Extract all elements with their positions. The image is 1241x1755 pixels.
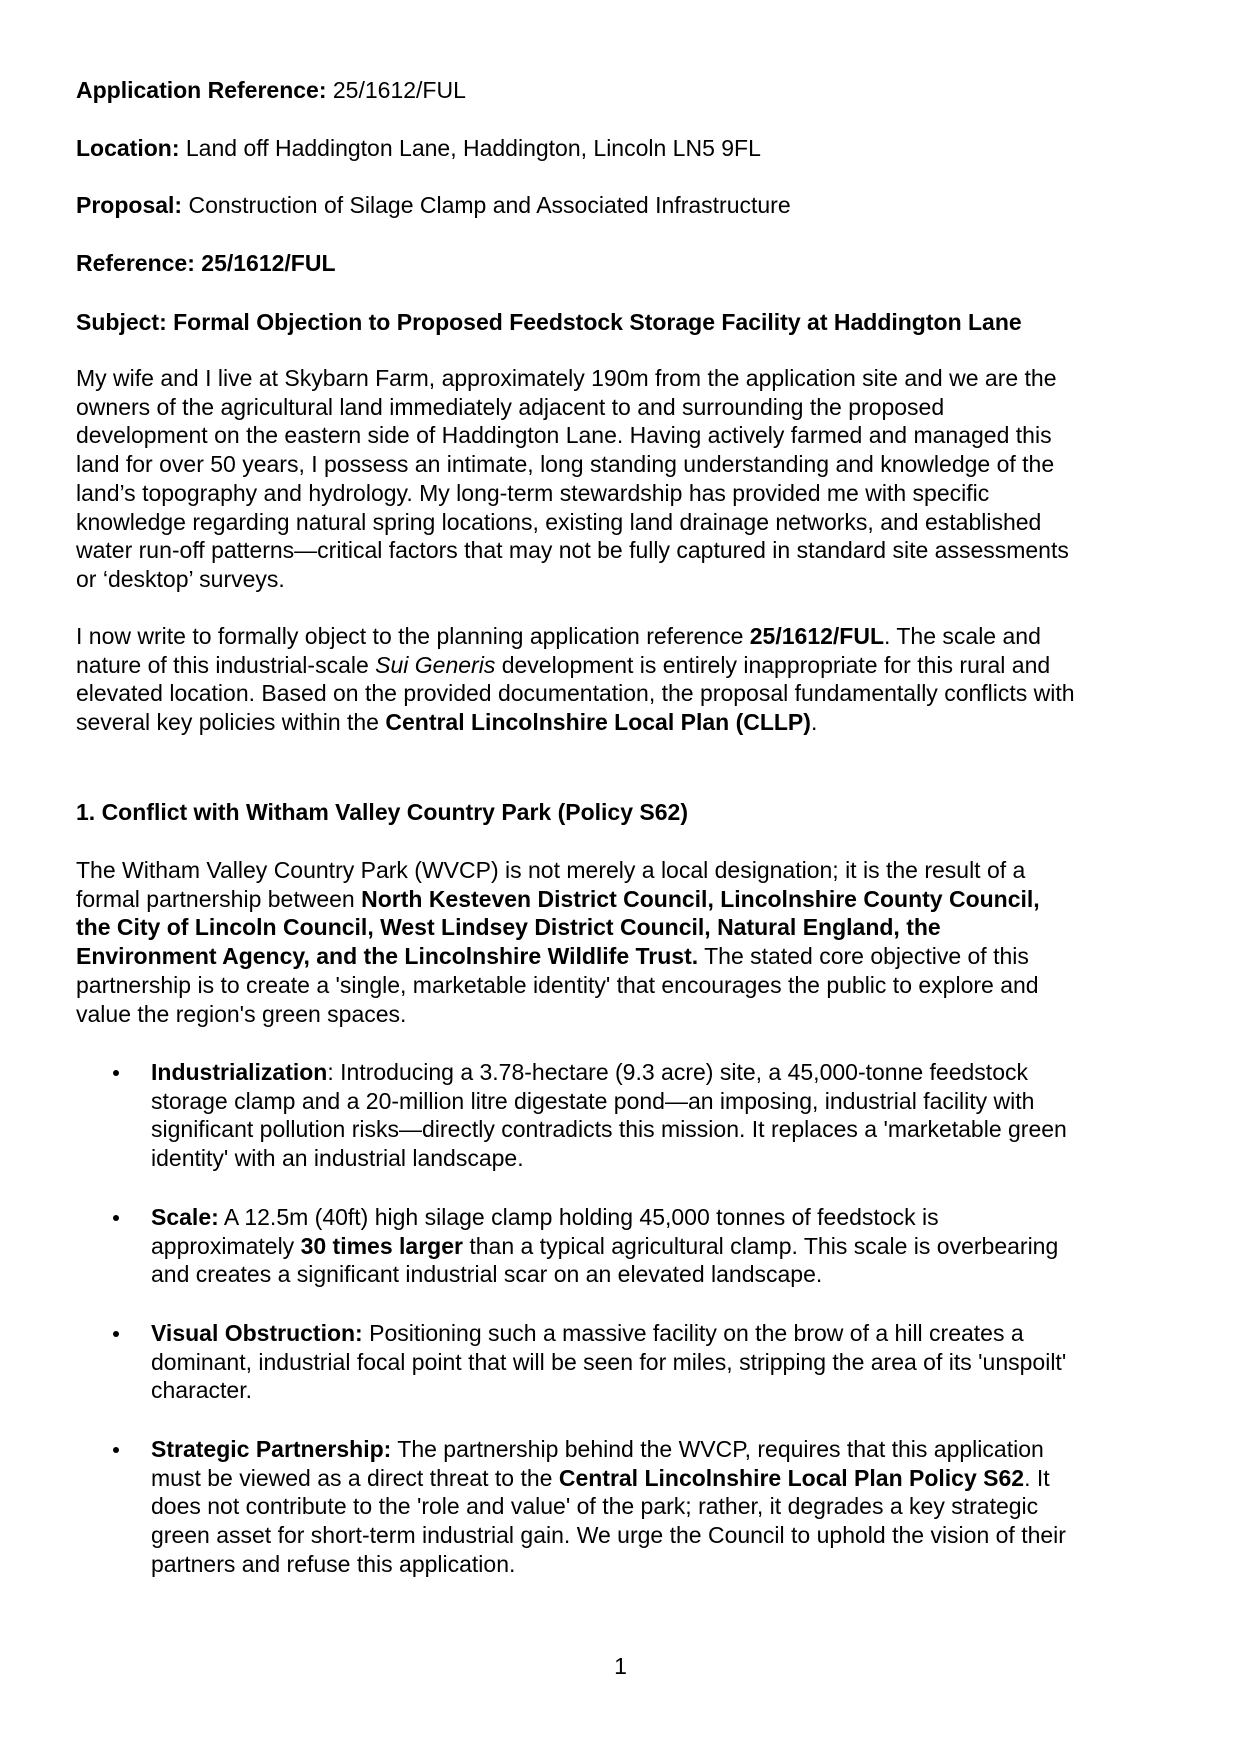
bullet-title: Strategic Partnership: (151, 1436, 392, 1462)
subject (76, 308, 1022, 337)
bullet-title: Scale: (151, 1204, 219, 1230)
text: The partnership behind the WVCP, requires that this application (391, 1436, 1044, 1462)
bullet-line: and creates a significant industrial scar on an elevated landscape. (151, 1261, 823, 1288)
application-ref-bold: 25/1612/FUL (749, 623, 885, 649)
location-value: Land off Haddington Lane, Haddington, Lincoln LN5 9FL (179, 135, 761, 161)
bullet-line: identity' with an industrial landscape. (151, 1145, 524, 1172)
bullet-body (151, 1203, 1151, 1289)
intro-line: My wife and I live at Skybarn Farm, approximately 190m from the application site and we are the (76, 365, 1057, 391)
bullet-line (151, 1464, 1151, 1493)
intro-line: knowledge regarding natural spring locations, existing land drainage networks, and established (76, 508, 1042, 535)
bullet-body (151, 1058, 1151, 1173)
wvcp-line (76, 942, 1166, 971)
intro-line: land for over 50 years, I possess an intimate, long standing understanding and knowledge of the (76, 451, 1055, 478)
text: : Introducing a 3.78-hectare (9.3 acre) site, a 45,000-tonne feedstock (327, 1059, 1028, 1085)
bullet-line: green asset for short-term industrial gain. We urge the Council to uphold the vision of their (151, 1522, 1066, 1549)
text: A 12.5m (40ft) high silage clamp holding 45,000 tonnes of feedstock is (218, 1204, 939, 1230)
text: than a typical agricultural clamp. This scale is overbearing (462, 1232, 1059, 1259)
location (76, 134, 761, 163)
wvcp-line: value the region's green spaces. (76, 1000, 407, 1027)
text: nature of this industrial-scale (76, 651, 376, 678)
text: . It (1024, 1464, 1050, 1491)
intro-line: owners of the agricultural land immediately adjacent to and surrounding the proposed (76, 393, 945, 420)
proposal-label: Proposal: (76, 192, 183, 218)
wvcp-line (76, 885, 1166, 914)
bullet-line: significant pollution risks—directly contradicts this mission. It replaces a 'marketable green (151, 1116, 1067, 1143)
bullet-title: Industrialization (151, 1059, 328, 1085)
location-label: Location: (76, 135, 180, 161)
bullet-line: dominant, industrial focal point that will be seen for miles, stripping the area of its 'unspoilt' (151, 1348, 1067, 1375)
bullet-title: Visual Obstruction: (151, 1320, 363, 1346)
section-heading-text: 1. Conflict with Witham Valley Country Park (Policy S62) (76, 799, 688, 825)
text: The stated core objective of this (698, 943, 1029, 970)
bullet-line (151, 1203, 1151, 1232)
wvcp-paragraph (76, 856, 1166, 1028)
wvcp-line: partnership is to create a 'single, marketable identity' that encourages the public to explore and (76, 971, 1039, 998)
proposal (76, 191, 791, 220)
application-reference-value: 25/1612/FUL (326, 77, 466, 103)
partners-bold: Environment Agency, and the Lincolnshire Wildlife Trust. (76, 943, 699, 970)
intro-line: development on the eastern side of Haddington Lane. Having actively farmed and managed this (76, 422, 1052, 449)
bullet-line: partners and refuse this application. (151, 1550, 516, 1577)
text: . (810, 709, 818, 736)
application-reference-label: Application Reference: (76, 77, 327, 103)
bullet-line (151, 1435, 1151, 1464)
subject-label: Subject: Formal Objection to Proposed Feedstock Storage Facility at Haddington Lane (76, 309, 1022, 335)
objection-line (76, 651, 1166, 680)
reference (76, 249, 336, 278)
text: I now write to formally object to the planning application reference (76, 623, 750, 649)
bullet-body (151, 1435, 1151, 1579)
text: several key policies within the (76, 709, 386, 736)
intro-line: or ‘desktop’ surveys. (76, 565, 285, 592)
bullet-line: character. (151, 1377, 252, 1404)
bullet-line: storage clamp and a 20-million litre digestate pond—an imposing, industrial facility with (151, 1087, 1035, 1114)
text: must be viewed as a direct threat to the (151, 1464, 559, 1491)
sui-generis-italic: Sui Generis (375, 651, 496, 678)
intro-line: land’s topography and hydrology. My long-term stewardship has provided me with specific (76, 479, 990, 506)
objection-line (76, 708, 1166, 737)
partners-bold: North Kesteven District Council, Lincolnshire County Council, (361, 885, 1040, 912)
reference-label: Reference: 25/1612/FUL (76, 250, 336, 276)
objection-line: elevated location. Based on the provided documentation, the proposal fundamentally conflicts with (76, 680, 1075, 707)
wvcp-line: The Witham Valley Country Park (WVCP) is not merely a local designation; it is the result of a (76, 857, 1026, 883)
text: Positioning such a massive facility on the brow of a hill creates a (362, 1320, 1024, 1346)
section-1-heading (76, 798, 688, 827)
application-reference (76, 76, 466, 105)
intro-paragraph (76, 364, 1166, 594)
wvcp-line (76, 913, 1166, 942)
text: . The scale and (884, 623, 1041, 649)
intro-line: water run-off patterns—critical factors that may not be fully captured in standard site assessments (76, 537, 1069, 564)
text: development is entirely inappropriate for this rural and (495, 651, 1051, 678)
text: formal partnership between (76, 885, 362, 912)
partners-bold: the City of Lincoln Council, West Lindsey District Council, Natural England, the (76, 914, 941, 941)
bullet-body (151, 1319, 1151, 1405)
objection-paragraph (76, 622, 1166, 737)
page-number: 1 (614, 1653, 627, 1679)
bullet-line (151, 1232, 1151, 1261)
objection-line (76, 622, 1166, 651)
bullet-line (151, 1319, 1151, 1348)
cllp-bold: Central Lincolnshire Local Plan (CLLP) (385, 709, 811, 736)
emphasis-bold: 30 times larger (300, 1232, 463, 1259)
bullet-line: does not contribute to the 'role and value' of the park; rather, it degrades a key strategic (151, 1493, 1039, 1520)
text: approximately (151, 1232, 301, 1259)
proposal-value: Construction of Silage Clamp and Associated Infrastructure (182, 192, 791, 218)
bullet-line (151, 1058, 1151, 1087)
policy-bold: Central Lincolnshire Local Plan Policy S62 (558, 1464, 1025, 1491)
